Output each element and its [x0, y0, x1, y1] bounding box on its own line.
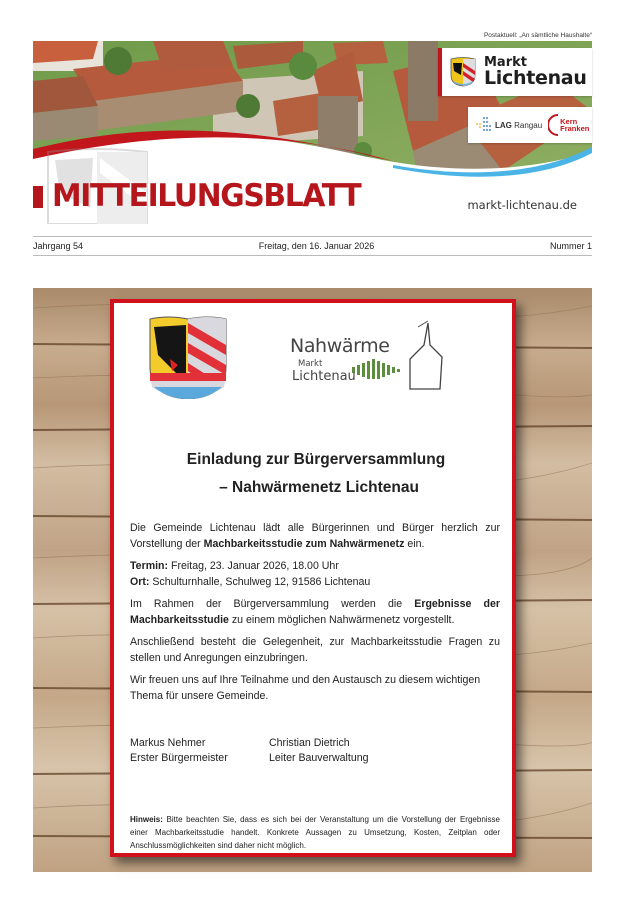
signatory-name: Markus Nehmer: [130, 737, 206, 749]
nahwaerme-logo: [290, 317, 450, 393]
hint-note: Hinweis: Bitte beachten Sie, dass es sich bei der Veranstaltung um die Vorstellung der Ergebnisse einer Machbarkeitsstudie handelt. Konkrete Aussagen zu Umsetzung, Kosten, Zeitplan oder Anschlussmöglichkeiten sind daher nicht möglich.: [130, 815, 500, 850]
lag-rangau-logo: LAG Rangau: [474, 115, 542, 135]
invitation-notice: [110, 299, 516, 857]
intro-paragraph: Die Gemeinde Lichtenau lädt alle Bürgerinnen und Bürger herzlich zur Vorstellung der Machbarkeitsstudie zum Nahwärmenetz ein.: [130, 522, 500, 550]
lag-dots-icon: [474, 115, 492, 135]
results-paragraph: Im Rahmen der Bürgerversammlung werden die Ergebnisse der Machbarkeitsstudie zu einem möglichen Nahwärmenetz vorgestellt.: [130, 598, 500, 626]
brand-lichtenau: Lichtenau: [484, 67, 587, 89]
ort-line: Ort: Schulturnhalle, Schulweg 12, 91586 Lichtenau: [130, 576, 371, 588]
masthead-title: MITTEILUNGSBLATT: [52, 178, 361, 214]
website-link[interactable]: markt-lichtenau.de: [467, 198, 577, 212]
nahwaerme-markt: Markt: [298, 359, 323, 369]
issue-info-bar: [33, 236, 592, 256]
issue-date: Freitag, den 16. Januar 2026: [258, 241, 375, 251]
brand-markt: Markt: [484, 55, 527, 70]
lichtenau-coat-of-arms: [148, 315, 228, 399]
notice-body: [130, 520, 500, 710]
masthead-accent-bar: [33, 186, 43, 208]
postal-note: Postaktuell: „An sämtliche Haushalte“: [483, 32, 592, 39]
coat-of-arms-icon: [450, 57, 476, 87]
nahwaerme-place: Lichtenau: [292, 369, 356, 384]
markt-lichtenau-logo: [438, 48, 592, 96]
signatory-role: Leiter Bauverwaltung: [269, 752, 369, 764]
questions-paragraph: Anschließend besteht die Gelegenheit, zur Machbarkeitsstudie Fragen zu stellen und Anregungen einzubringen.: [130, 636, 500, 664]
issue-number: Nummer 1: [549, 241, 592, 251]
volume-label: Jahrgang 54: [33, 241, 84, 251]
closing-paragraph: Wir freuen uns auf Ihre Teilnahme und den Austausch zu diesem wichtigen Thema für unsere Gemeinde.: [130, 674, 481, 702]
kern-arc-icon: [548, 113, 560, 137]
kern-franken-logo: Kern Franken: [548, 113, 589, 137]
signatures: [130, 736, 469, 766]
notice-title-line2: – Nahwärmenetz Lichtenau: [219, 479, 419, 496]
signatory-name: Christian Dietrich: [269, 737, 350, 749]
notice-title-line1: Einladung zur Bürgerversammlung: [186, 451, 446, 468]
termin-line: Termin: Freitag, 23. Januar 2026, 18.00 Uhr: [130, 560, 339, 572]
signatory-role: Erster Bürgermeister: [130, 752, 228, 764]
nahwaerme-title: Nahwärme: [290, 335, 390, 357]
partner-logos: [468, 107, 592, 143]
